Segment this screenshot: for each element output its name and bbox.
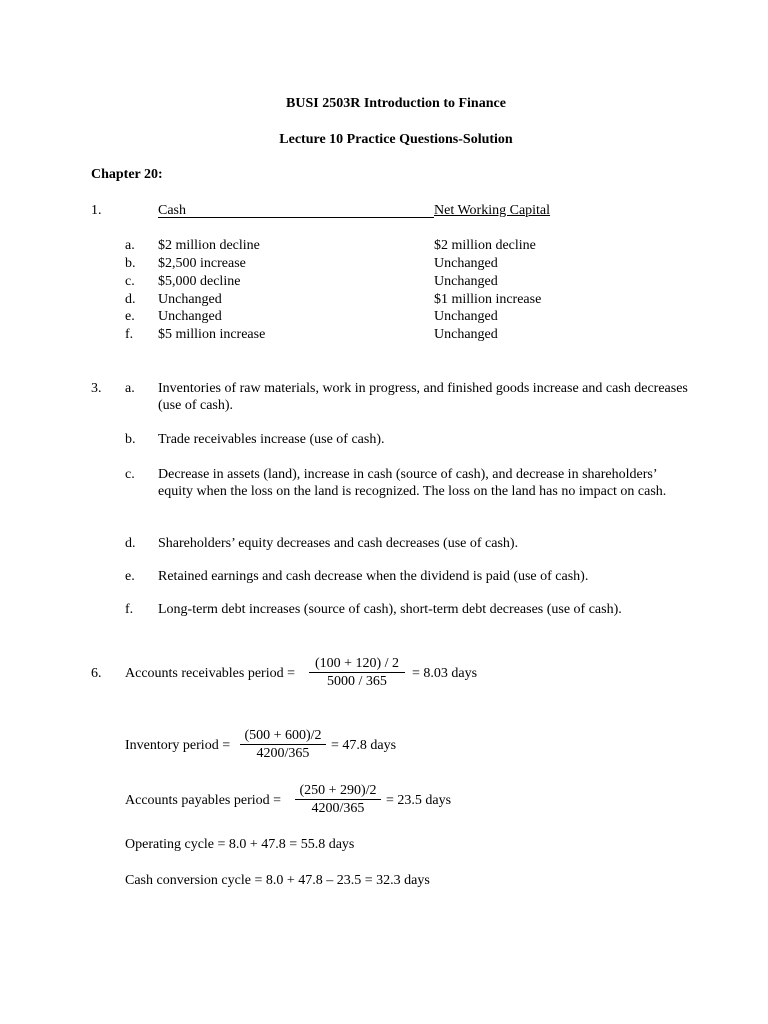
- item-text: Retained earnings and cash decrease when the dividend is paid (use of cash).: [158, 569, 589, 584]
- item-letter: b.: [125, 432, 136, 447]
- fraction-denominator: 4200/365: [256, 746, 310, 761]
- item-text: Trade receivables increase (use of cash).: [158, 432, 385, 447]
- cash-cell: $2,500 increase: [158, 256, 246, 271]
- row-letter: f.: [125, 327, 134, 342]
- ap-period-label: Accounts payables period =: [125, 793, 282, 808]
- nwc-cell: Unchanged: [434, 327, 498, 342]
- item-text: Decrease in assets (land), increase in cash (source of cash), and decrease in shareholders’ equity when the loss on the land is recognized. The loss on the land has no impact on cash.: [158, 467, 667, 499]
- cash-conversion-cycle: Cash conversion cycle = 8.0 + 47.8 – 23.5 = 32.3 days: [125, 873, 430, 888]
- question-number: 6.: [91, 666, 102, 681]
- item-letter: a.: [125, 381, 135, 396]
- fraction-numerator: (500 + 600)/2: [244, 728, 322, 743]
- item-text: Long-term debt increases (source of cash), short-term debt decreases (use of cash).: [158, 602, 622, 617]
- row-letter: d.: [125, 292, 136, 307]
- nwc-column-header: Net Working Capital: [434, 203, 551, 218]
- cash-cell: $2 million decline: [158, 238, 260, 253]
- cash-cell: Unchanged: [158, 292, 222, 307]
- inventory-fraction: [240, 727, 326, 762]
- item-letter: e.: [125, 569, 135, 584]
- ar-fraction: [309, 655, 405, 690]
- lecture-title: Lecture 10 Practice Questions-Solution: [279, 132, 513, 147]
- ar-period-label: Accounts receivables period =: [125, 666, 295, 681]
- item-letter: d.: [125, 536, 136, 551]
- row-letter: b.: [125, 256, 136, 271]
- nwc-cell: Unchanged: [434, 256, 498, 271]
- nwc-cell: Unchanged: [434, 309, 498, 324]
- fraction-denominator: 5000 / 365: [327, 674, 387, 689]
- item-letter: c.: [125, 467, 135, 482]
- fraction-numerator: (250 + 290)/2: [299, 783, 377, 798]
- nwc-cell: $1 million increase: [434, 292, 542, 307]
- inventory-period-label: Inventory period =: [125, 738, 231, 753]
- fraction-denominator: 4200/365: [311, 801, 365, 816]
- nwc-cell: $2 million decline: [434, 238, 536, 253]
- cash-column-header: Cash: [158, 203, 186, 218]
- question-number: 3.: [91, 381, 102, 396]
- ap-fraction: [295, 782, 381, 817]
- item-text: Shareholders’ equity decreases and cash decreases (use of cash).: [158, 536, 519, 551]
- operating-cycle: Operating cycle = 8.0 + 47.8 = 55.8 days: [125, 837, 355, 852]
- fraction-numerator: (100 + 120) / 2: [314, 656, 400, 671]
- header-underline: [158, 217, 434, 218]
- nwc-cell: Unchanged: [434, 274, 498, 289]
- inventory-period-result: = 47.8 days: [331, 738, 397, 753]
- ar-period-result: = 8.03 days: [412, 666, 478, 681]
- cash-cell: $5,000 decline: [158, 274, 241, 289]
- cash-cell: $5 million increase: [158, 327, 266, 342]
- course-title: BUSI 2503R Introduction to Finance: [286, 96, 506, 111]
- ap-period-result: = 23.5 days: [386, 793, 452, 808]
- chapter-heading: Chapter 20:: [91, 167, 163, 182]
- question-number: 1.: [91, 203, 102, 218]
- row-letter: a.: [125, 238, 135, 253]
- item-letter: f.: [125, 602, 134, 617]
- row-letter: c.: [125, 274, 135, 289]
- cash-cell: Unchanged: [158, 309, 222, 324]
- row-letter: e.: [125, 309, 135, 324]
- item-text: Inventories of raw materials, work in progress, and finished goods increase and cash decreases (use of cash).: [158, 381, 688, 413]
